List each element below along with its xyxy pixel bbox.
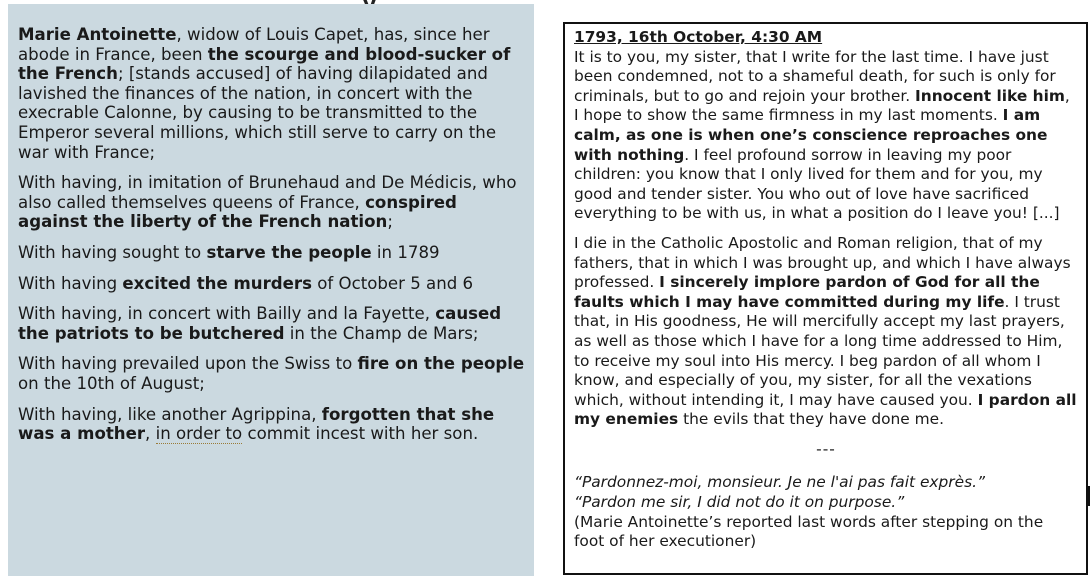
indictment-paragraph: Marie Antoinette, widow of Louis Capet, has, since her abode in France, been the scourge and blood-sucker of the French; [stands accused] of having dilapidated and lavished the finances of the nation, in concert with the execrable Calonne, by causing to be transmitted to the Emperor several millions, which still serve to carry on the war with France; <box>18 25 511 162</box>
indictment-paragraph: With having prevailed upon the Swiss to fire on the people on the 10th of August; <box>18 354 525 393</box>
quote-caption: (Marie Antoinette’s reported last words after stepping on the foot of her executioner) <box>574 512 1044 551</box>
last-words-quote <box>574 473 1078 551</box>
indictment-paragraph: With having sought to starve the people in 1789 <box>18 242 440 262</box>
letter-date-heading: 1793, 16th October, 4:30 AM <box>574 28 823 46</box>
indictment-panel <box>8 4 534 576</box>
letter-paragraph: It is to you, my sister, that I write for the last time. I have just been condemned, not to a shameful death, for such is only for criminals, but to go and rejoin your brother. Innocent like him, I hope to show the same firmness in my last moments. I am calm, as one is when one’s conscience reproaches one with nothing. I feel profound sorrow in leaving my poor children: you know that I only lived for them and for you, my good and tender sister. You who out of love have sacrificed everything to be with us, in what a position do I leave you! [...] <box>574 47 1070 223</box>
indictment-paragraph: With having, like another Agrippina, forgotten that she was a mother, in order to commit incest with her son. <box>18 404 495 444</box>
indictment-paragraph: With having, in imitation of Brunehaud and De Médicis, who also called themselves queens of France, conspired against the liberty of the French nation; <box>18 173 517 232</box>
section-divider: --- <box>816 439 836 458</box>
indictment-paragraph: With having excited the murders of October 5 and 6 <box>18 273 474 293</box>
letter-panel <box>563 22 1088 575</box>
indictment-paragraph: With having, in concert with Bailly and la Fayette, caused the patriots to be butchered in the Champ de Mars; <box>18 304 502 343</box>
spellcheck-underlined-text: in order to <box>155 424 243 444</box>
letter-paragraph: I die in the Catholic Apostolic and Roman religion, that of my fathers, that in which I was brought up, and which I have always professed. I sincerely implore pardon of God for all the faults which I may have committed during my life. I trust that, in His goodness, He will mercifully accept my last prayers, as well as those which I have for a long time addressed to Him, to receive my soul into His mercy. I beg pardon of all whom I know, and especially of you, my sister, for all the vexations which, without intending it, I may have caused you. I pardon all my enemies the evils that they have done me. <box>574 233 1077 429</box>
quote-english: “Pardon me sir, I did not do it on purpose.” <box>574 493 905 512</box>
bold-text: Marie Antoinette <box>18 25 177 44</box>
quote-french: “Pardonnez-moi, monsieur. Je ne l'ai pas fait exprès.” <box>574 473 985 492</box>
edge-mark <box>1086 486 1090 506</box>
